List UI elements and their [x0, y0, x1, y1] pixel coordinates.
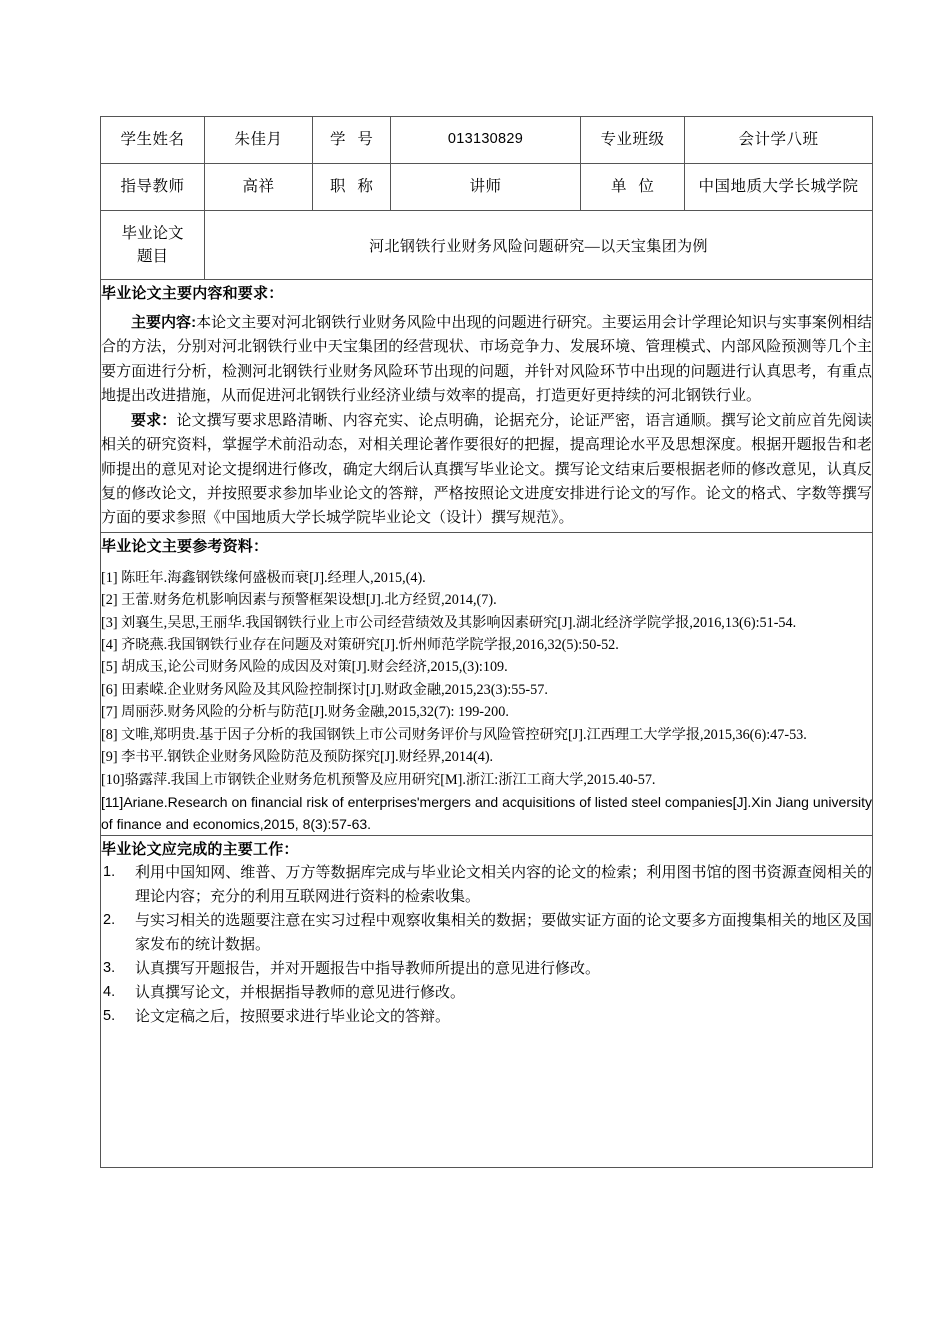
references-section-heading: 毕业论文主要参考资料： — [101, 537, 269, 555]
work-task-text: 与实习相关的选题要注意在实习过程中观察收集相关的数据；要做实证方面的论文要多方面搜集相关的地区及国家发布的统计数据。 — [135, 913, 872, 954]
content-section-heading: 毕业论文主要内容和要求： — [101, 285, 284, 302]
table-row-advisor-info — [101, 164, 873, 211]
work-task-item — [101, 1005, 872, 1029]
cell-major-class-label: 专业班级 — [581, 117, 685, 164]
table-row-student-info — [101, 117, 873, 164]
reference-item: [9] 李书平.钢铁企业财务风险防范及预防探究[J].财经界,2014(4). — [101, 749, 494, 766]
references-list — [101, 567, 872, 836]
work-task-item — [101, 909, 872, 957]
cell-thesis-title-value: 河北钢铁行业财务风险问题研究—以天宝集团为例 — [205, 211, 873, 280]
content-paragraph-main — [101, 311, 872, 408]
reference-item: [6] 田素嵘.企业财务风险及其风险控制探讨[J].财政金融,2015,23(3):55-57. — [101, 681, 548, 698]
work-task-number: 2. — [103, 912, 116, 929]
work-section-filler — [101, 1029, 872, 1167]
cell-advisor-value: 高祥 — [205, 164, 313, 211]
cell-student-id-value: 013130829 — [391, 117, 581, 164]
table-row-thesis-title — [101, 211, 873, 280]
cell-student-id-label: 学 号 — [313, 117, 391, 164]
cell-work-section — [101, 836, 873, 1168]
reference-item: [11]Ariane.Research on financial risk of enterprises'mergers and acquisitions of listed steel companies[J].Xin Jiang university of finance and economics,2015, 8(3):57-63. — [101, 794, 872, 833]
work-task-number: 4. — [103, 984, 116, 1001]
cell-title-label: 职 称 — [313, 164, 391, 211]
cell-thesis-title-label — [101, 211, 205, 280]
content-paragraph-requirements-body: 论文撰写要求思路清晰、内容充实、论点明确，论据充分，论证严密，语言通顺。撰写论文前应首先阅读相关的研究资料，掌握学术前沿动态，对相关理论著作要很好的把握，提高理论水平及思想深度。根据开题报告和老师提出的意见对论文提纲进行修改，确定大纲后认真撰写毕业论文。撰写论文结束后要根据老师的修改意见，认真反复的修改论文，并按照要求参加毕业论文的答辩，严格按照论文进度安排进行论文的写作。论文的格式、字数等撰写方面的要求参照《中国地质大学长城学院毕业论文（设计）撰写规范》。 — [101, 413, 872, 527]
content-paragraph-main-lead: 主要内容: — [131, 314, 197, 331]
reference-item: [1] 陈旺年.海鑫钢铁缘何盛极而衰[J].经理人,2015,(4). — [101, 569, 426, 586]
cell-student-name-value: 朱佳月 — [205, 117, 313, 164]
work-task-item — [101, 861, 872, 909]
work-task-list — [101, 861, 872, 1029]
reference-item: [8] 文唯,郑明贵.基于因子分析的我国钢铁上市公司财务评价与风险管控研究[J].江西理工大学学报,2015,36(6):47-53. — [101, 726, 807, 743]
work-task-text: 认真撰写开题报告，并对开题报告中指导教师所提出的意见进行修改。 — [135, 961, 601, 978]
cell-title-value: 讲师 — [391, 164, 581, 211]
reference-item: [4] 齐晓燕.我国钢铁行业存在问题及对策研究[J].忻州师范学院学报,2016,32(5):50-52. — [101, 636, 619, 653]
reference-item: [5] 胡成玉,论公司财务风险的成因及对策[J].财会经济,2015,(3):109. — [101, 659, 508, 676]
content-paragraph-requirements — [101, 409, 872, 530]
work-task-number: 1. — [103, 864, 116, 881]
cell-content-section — [101, 280, 873, 533]
thesis-assignment-table — [100, 116, 873, 1168]
cell-advisor-label: 指导教师 — [101, 164, 205, 211]
reference-item: [7] 周丽莎.财务风险的分析与防范[J].财务金融,2015,32(7): 199-200. — [101, 704, 509, 721]
reference-item: [10]骆露萍.我国上市钢铁企业财务危机预警及应用研究[M].浙江:浙江工商大学,2015.40-57. — [101, 771, 656, 788]
content-paragraph-requirements-lead: 要求： — [131, 412, 177, 430]
table-row-references-section — [101, 532, 873, 836]
cell-unit-value: 中国地质大学长城学院 — [685, 164, 873, 211]
cell-unit-label: 单 位 — [581, 164, 685, 211]
work-task-number: 3. — [103, 960, 116, 977]
content-paragraph-main-body: 本论文主要对河北钢铁行业财务风险中出现的问题进行研究。主要运用会计学理论知识与实事案例相结合的方法，分别对河北钢铁行业中天宝集团的经营现状、市场竞争力、发展环境、管理模式、内部风险预测等几个主要方面进行分析，检测河北钢铁行业财务风险环节出现的问题，并针对风险环节中出现的问题进行认真思考，有重点地提出改进措施，从而促进河北钢铁行业经济业绩与效率的提高，打造更好更持续的河北钢铁行业。 — [101, 315, 872, 404]
work-task-text: 认真撰写论文，并根据指导教师的意见进行修改。 — [135, 985, 466, 1002]
thesis-title-label-line1: 毕业论文 — [121, 224, 184, 242]
work-task-text: 论文定稿之后，按照要求进行毕业论文的答辩。 — [135, 1009, 451, 1026]
thesis-title-label-line2: 题目 — [136, 248, 168, 265]
reference-item: [2] 王蕾.财务危机影响因素与预警框架设想[J].北方经贸,2014,(7). — [101, 592, 497, 609]
reference-item: [3] 刘襄生,吴思,王丽华.我国钢铁行业上市公司经营绩效及其影响因素研究[J].湖北经济学院学报,2016,13(6):51-54. — [101, 614, 797, 631]
cell-references-section — [101, 532, 873, 836]
table-row-content-section — [101, 280, 873, 533]
work-task-item — [101, 981, 872, 1005]
work-section-heading: 毕业论文应完成的主要工作： — [101, 841, 299, 859]
work-task-number: 5. — [103, 1008, 116, 1025]
table-row-work-section — [101, 836, 873, 1168]
work-task-item — [101, 957, 872, 981]
cell-major-class-value: 会计学八班 — [685, 117, 873, 164]
work-task-text: 利用中国知网、维普、万方等数据库完成与毕业论文相关内容的论文的检索；利用图书馆的图书资源查阅相关的理论内容；充分的利用互联网进行资料的检索收集。 — [135, 865, 872, 906]
cell-student-name-label: 学生姓名 — [101, 117, 205, 164]
